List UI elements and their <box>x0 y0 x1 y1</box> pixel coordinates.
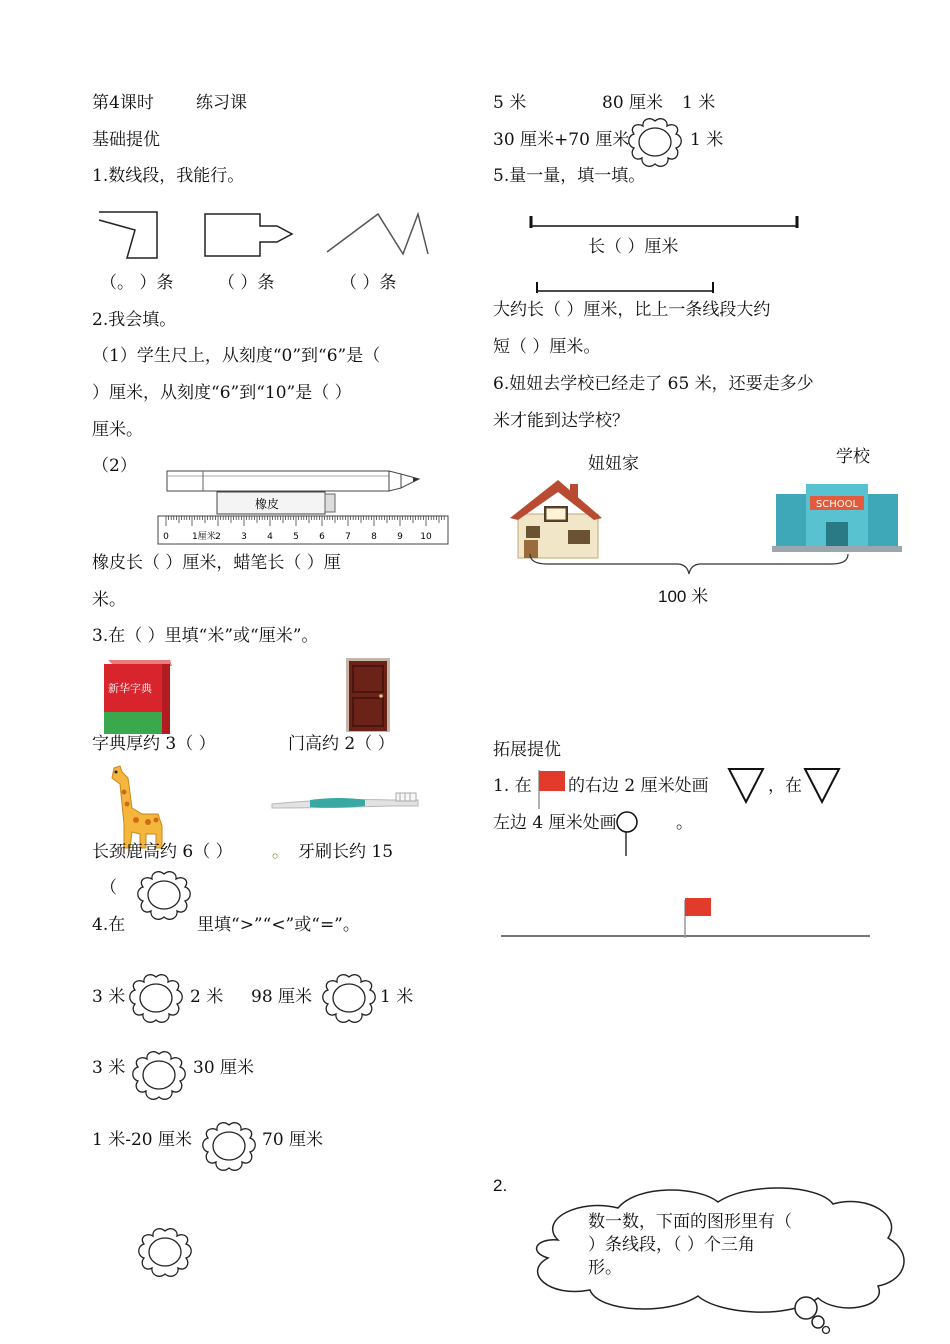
toothbrush-image <box>270 790 422 814</box>
flower-blank-icon[interactable] <box>320 972 378 1026</box>
q5-length-text: 长（ ）厘米 <box>588 237 679 257</box>
q4-r2-left: 3 米 <box>92 1058 126 1078</box>
q4-rr2-right: 1 米 <box>690 130 724 150</box>
down-triangle-icon <box>802 766 842 806</box>
q4-rr2-left: 30 厘米+70 厘米 <box>493 130 630 150</box>
flower-blank-icon[interactable] <box>626 116 684 170</box>
q4-title-prefix: 4.在 <box>92 915 126 935</box>
school-label: 学校 <box>836 447 870 467</box>
arrow-shape <box>205 214 292 256</box>
q6-text-1: 6.妞妞去学校已经走了 65 米，还要走多少 <box>493 374 814 394</box>
q2-p1-line1: （1）学生尺上，从刻度“0”到“6”是（ <box>92 346 381 366</box>
q5-title: 5.量一量，填一填。 <box>493 166 646 186</box>
ruler-tick-label: 1厘米 <box>192 532 216 542</box>
q1-title: 1.数线段，我能行。 <box>92 166 245 186</box>
home-label: 妞妞家 <box>588 454 639 474</box>
q1-figures <box>95 208 440 263</box>
red-flag-icon <box>536 768 568 810</box>
school-sign: SCHOOL <box>815 499 859 510</box>
giraffe-image <box>104 764 166 850</box>
flower-blank-icon[interactable] <box>136 1226 194 1280</box>
q4-r1a-left: 3 米 <box>92 987 126 1007</box>
ruler-tick-label: 8 <box>371 532 377 542</box>
flower-blank-icon[interactable] <box>200 1120 258 1174</box>
q4-r2-right: 30 厘米 <box>193 1058 255 1078</box>
q1-answer-1[interactable]: （。 ）条 <box>100 273 174 293</box>
ruler-tick-label: 4 <box>267 532 273 542</box>
ext-q1-b: 的右边 2 厘米处画 <box>568 776 709 796</box>
q3-a: 字典厚约 3（ ） <box>92 734 216 754</box>
house-image <box>508 474 603 560</box>
q4-r3-right: 70 厘米 <box>262 1130 324 1150</box>
distance-label: 100 米 <box>658 587 709 606</box>
q3-d: 牙刷长约 15 <box>298 842 394 862</box>
q3-c: 长颈鹿高约 6（ ） <box>92 842 233 862</box>
q6-text-2: 米才能到达学校？ <box>493 411 629 431</box>
distance-brace <box>527 552 852 576</box>
flag-baseline <box>498 894 874 940</box>
section-extension: 拓展提优 <box>493 740 561 760</box>
ext-q2-number: 2. <box>493 1176 508 1195</box>
dictionary-title: 新华字典 <box>108 682 152 695</box>
q3-d-line2: （ <box>100 878 117 898</box>
lesson-type: 练习课 <box>196 93 247 113</box>
door-image <box>338 656 400 734</box>
q3-title: 3.在（ ）里填“米”或“厘米”。 <box>92 626 319 646</box>
ruler-tick-label: 2 <box>215 532 221 542</box>
ruler-tick-label: 7 <box>345 532 351 542</box>
zigzag-shape <box>327 214 428 254</box>
lesson-number: 第4课时 <box>92 93 154 113</box>
eraser-label: 橡皮 <box>254 497 280 511</box>
ruler-tick-label: 5 <box>293 532 299 542</box>
cloud-line-3: 形。 <box>588 1258 622 1278</box>
q5-text-2: 短（ ）厘米。 <box>493 337 601 357</box>
q2-p2-line1: 橡皮长（ ）厘米，蜡笔长（ ）厘 <box>92 553 341 573</box>
ruler-figure <box>155 466 455 546</box>
ruler-tick-label: 6 <box>319 532 325 542</box>
q4-rr1-mid: 80 厘米 <box>602 93 664 113</box>
crayon-icon <box>167 471 419 491</box>
ruler-tick-label: 10 <box>420 532 432 542</box>
polyline-shape-1 <box>99 212 157 258</box>
ext-q1-a: 1. 在 <box>493 776 532 796</box>
ruler-tick-label: 0 <box>163 532 169 542</box>
q3-c-dot: 。 <box>272 842 289 862</box>
flower-blank-icon[interactable] <box>127 972 185 1026</box>
cloud-line-1: 数一数，下面的图形里有（ <box>588 1212 792 1232</box>
q4-r1a-right: 2 米 <box>190 987 224 1007</box>
q2-p2-line2: 米。 <box>92 590 126 610</box>
school-image <box>772 478 902 552</box>
q4-r1b-right: 1 米 <box>380 987 414 1007</box>
q1-answer-2[interactable]: （ ）条 <box>218 273 275 293</box>
ruler-tick-label: 3 <box>241 532 247 542</box>
flower-blank-icon[interactable] <box>130 1049 188 1103</box>
dictionary-image <box>100 656 175 736</box>
pin-circle-icon <box>614 810 640 858</box>
q4-title-suffix: 里填“>”“<”或“=”。 <box>197 915 360 935</box>
section-basic: 基础提优 <box>92 130 160 150</box>
ext-q1-c: ，在 <box>768 776 802 796</box>
q5-text-1: 大约长（ ）厘米，比上一条线段大约 <box>493 300 771 320</box>
cloud-line-2: ）条线段，（ ）个三角 <box>588 1235 755 1255</box>
q1-answer-3[interactable]: （ ）条 <box>340 273 397 293</box>
q3-b: 门高约 2（ ） <box>288 734 395 754</box>
q4-rr1-right: 1 米 <box>682 93 716 113</box>
q4-r3-left: 1 米-20 厘米 <box>92 1130 192 1150</box>
q4-r1b-left: 98 厘米 <box>251 987 313 1007</box>
q2-title: 2.我会填。 <box>92 310 177 330</box>
down-triangle-icon <box>726 766 766 806</box>
ruler-tick-label: 9 <box>397 532 403 542</box>
q2-p1-line3: 厘米。 <box>92 420 143 440</box>
ext-q1-e: 。 <box>676 813 693 833</box>
ext-q1-d: 左边 4 厘米处画 <box>493 813 617 833</box>
thought-cloud <box>518 1180 913 1340</box>
q2-p2-label: （2） <box>92 456 137 476</box>
q4-rr1-left: 5 米 <box>493 93 527 113</box>
flower-blank-icon[interactable] <box>135 869 193 923</box>
q2-p1-line2: ）厘米，从刻度“6”到“10”是（ ） <box>92 383 352 403</box>
